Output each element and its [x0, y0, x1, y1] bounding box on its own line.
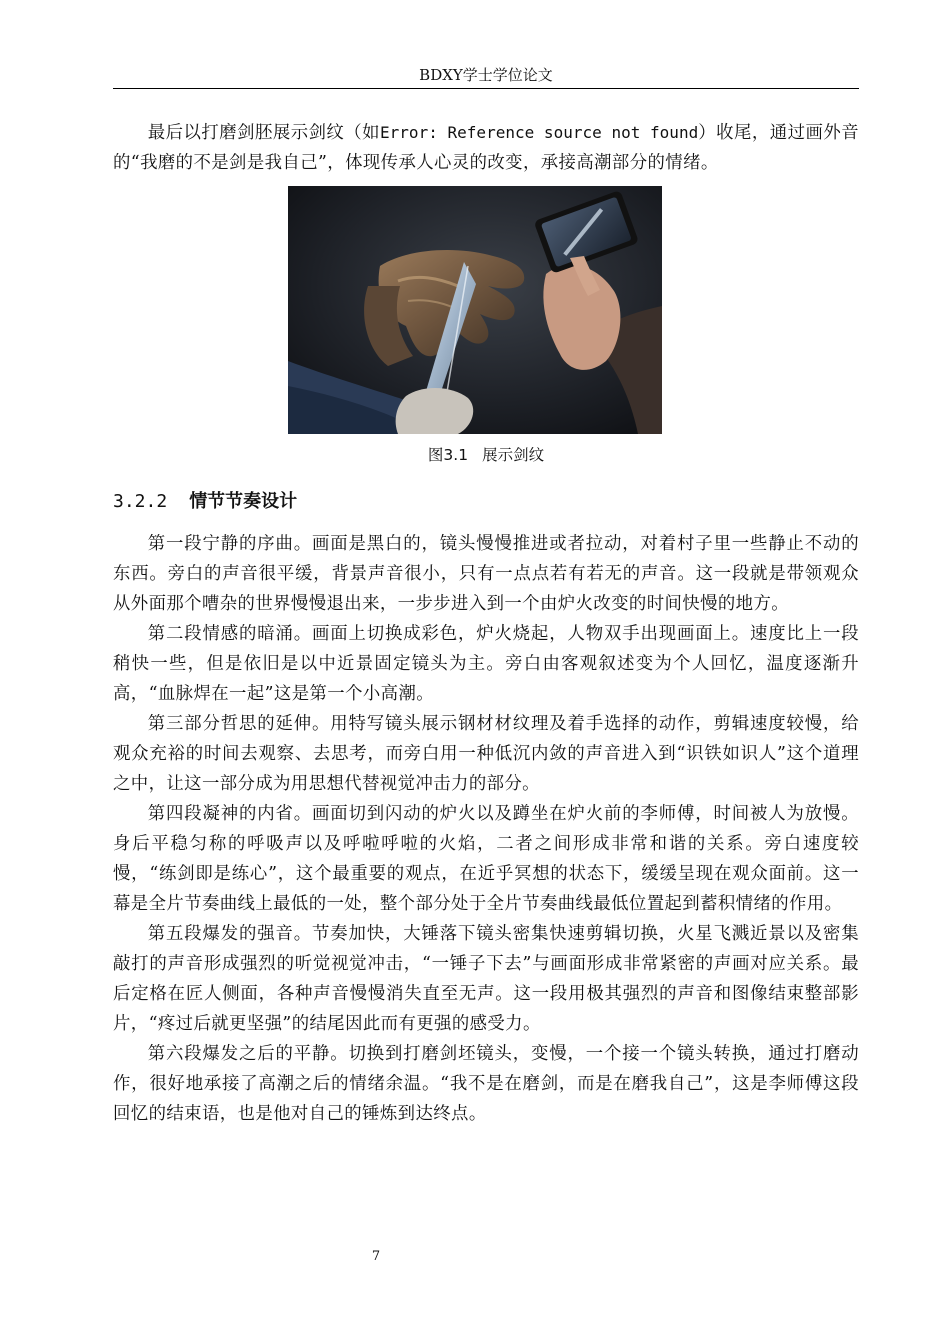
intro-text-before: 最后以打磨剑胚展示剑纹（如: [147, 123, 381, 143]
figure-caption-text: 展示剑纹: [482, 446, 545, 464]
paragraph-6: 第六段爆发之后的平静。切换到打磨剑坯镜头，变慢，一个接一个镜头转换，通过打磨动作，很好地承接了高潮之后的情绪余温。“我不是在磨剑，而是在磨我自己”，这是李师傅这段回忆的结束语，也是他对自己的锤炼到达终点。: [113, 1044, 859, 1124]
page-number: 7: [371, 1249, 381, 1264]
intro-paragraph: [113, 118, 859, 178]
intro-text-after: ）收尾，通过画外音的“我磨的不是剑是我自己”，体现传承人心灵的改变，承接高潮部分的情绪。: [113, 123, 859, 173]
paragraph-2: 第二段情感的暗涌。画面上切换成彩色，炉火烧起，人物双手出现画面上。速度比上一段稍快一些，但是依旧是以中近景固定镜头为主。旁白由客观叙述变为个人回忆，温度逐渐升高，“血脉焊在一起”这是第一个小高潮。: [113, 624, 859, 704]
reference-error-text: Error: Reference source not found: [380, 123, 699, 142]
section-heading: [113, 489, 297, 515]
header-rule: [113, 88, 859, 89]
section-title: 情节节奏设计: [189, 491, 298, 512]
figure-number: 图3.1: [427, 446, 469, 464]
page-header: BDXY学士学位论文: [419, 66, 553, 84]
sword-pattern-photo: [288, 186, 662, 434]
section-number: 3.2.2: [113, 491, 168, 512]
section-body: [113, 529, 859, 1129]
paragraph-4: 第四段凝神的内省。画面切到闪动的炉火以及蹲坐在炉火前的李师傅，时间被人为放慢。身后平稳匀称的呼吸声以及呼啦呼啦的火焰，二者之间形成非常和谐的关系。旁白速度较慢，“练剑即是练心”，这个最重要的观点，在近乎冥想的状态下，缓缓呈现在观众面前。这一幕是全片节奏曲线上最低的一处，整个部分处于全片节奏曲线最低位置起到蓄积情绪的作用。: [113, 804, 859, 914]
paragraph-1: 第一段宁静的序曲。画面是黑白的，镜头慢慢推进或者拉动，对着村子里一些静止不动的东西。旁白的声音很平缓，背景声音很小，只有一点点若有若无的声音。这一段就是带领观众从外面那个嘈杂的世界慢慢退出来，一步步进入到一个由炉火改变的时间快慢的地方。: [113, 534, 859, 614]
figure-caption: [113, 444, 859, 466]
paragraph-5: 第五段爆发的强音。节奏加快，大锤落下镜头密集快速剪辑切换，火星飞溅近景以及密集敲打的声音形成强烈的听觉视觉冲击，“一锤子下去”与画面形成非常紧密的声画对应关系。最后定格在匠人侧面，各种声音慢慢消失直至无声。这一段用极其强烈的声音和图像结束整部影片，“疼过后就更坚强”的结尾因此而有更强的感受力。: [113, 924, 859, 1034]
paragraph-3: 第三部分哲思的延伸。用特写镜头展示钢材材纹理及着手选择的动作，剪辑速度较慢，给观众充裕的时间去观察、去思考，而旁白用一种低沉内敛的声音进入到“识铁如识人”这个道理之中，让这一部分成为用思想代替视觉冲击力的部分。: [113, 714, 859, 794]
intro-section: [113, 118, 859, 178]
figure-photo: [288, 186, 662, 434]
